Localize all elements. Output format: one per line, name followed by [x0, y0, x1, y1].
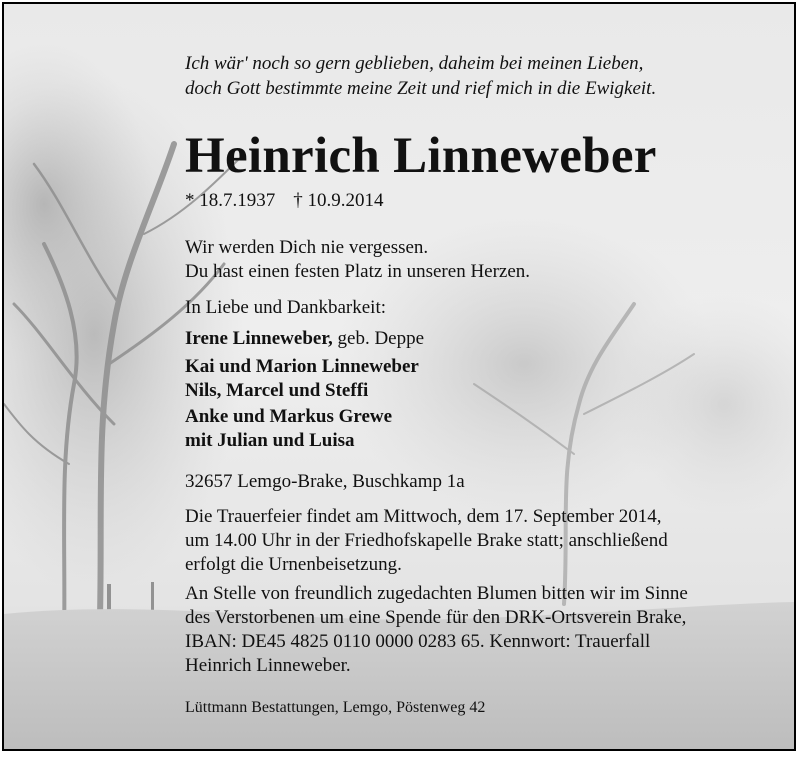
obituary-notice — [2, 2, 796, 751]
service-line: Die Trauerfeier findet am Mittwoch, dem 17. September 2014, — [185, 506, 662, 527]
service-line: um 14.00 Uhr in der Friedhofskapelle Brake statt; anschließend — [185, 530, 668, 551]
farewell-text — [185, 236, 530, 284]
donation-request — [185, 582, 688, 678]
donation-line: An Stelle von freundlich zugedachten Blumen bitten wir im Sinne — [185, 583, 688, 604]
death-date: † 10.9.2014 — [293, 190, 384, 211]
family-line: Nils, Marcel und Steffi — [185, 380, 369, 401]
undertaker-info: Lüttmann Bestattungen, Lemgo, Pöstenweg 42 — [185, 699, 486, 716]
donation-line: Heinrich Linneweber. — [185, 655, 351, 676]
donation-line: des Verstorbenen um eine Spende für den DRK-Ortsverein Brake, — [185, 607, 687, 628]
birth-date: * 18.7.1937 — [185, 190, 276, 211]
farewell-line: Wir werden Dich nie vergessen. — [185, 237, 429, 258]
mourner-widow — [185, 327, 424, 351]
widow-name: Irene Linneweber, — [185, 328, 333, 349]
mourner-family-2 — [185, 405, 392, 453]
deceased-name: Heinrich Linneweber — [185, 128, 657, 184]
family-line: Kai und Marion Linneweber — [185, 356, 419, 377]
memorial-verse — [185, 51, 656, 101]
donation-line: IBAN: DE45 4825 0110 0000 0283 65. Kennwort: Trauerfall — [185, 631, 651, 652]
family-line: Anke und Markus Grewe — [185, 406, 393, 427]
mourner-address: 32657 Lemgo-Brake, Buschkamp 1a — [185, 471, 465, 492]
gratitude-intro: In Liebe und Dankbarkeit: — [185, 297, 387, 318]
verse-line: doch Gott bestimmte meine Zeit und rief mich in die Ewigkeit. — [185, 78, 657, 99]
mourner-family-1 — [185, 355, 419, 403]
verse-line: Ich wär' noch so gern geblieben, daheim bei meinen Lieben, — [185, 53, 644, 74]
widow-maiden-name: geb. Deppe — [332, 328, 425, 349]
farewell-line: Du hast einen festen Platz in unseren Herzen. — [185, 261, 531, 282]
funeral-service-info — [185, 505, 668, 577]
service-line: erfolgt die Urnenbeisetzung. — [185, 554, 402, 575]
family-line: mit Julian und Luisa — [185, 430, 355, 451]
life-dates — [185, 189, 384, 213]
